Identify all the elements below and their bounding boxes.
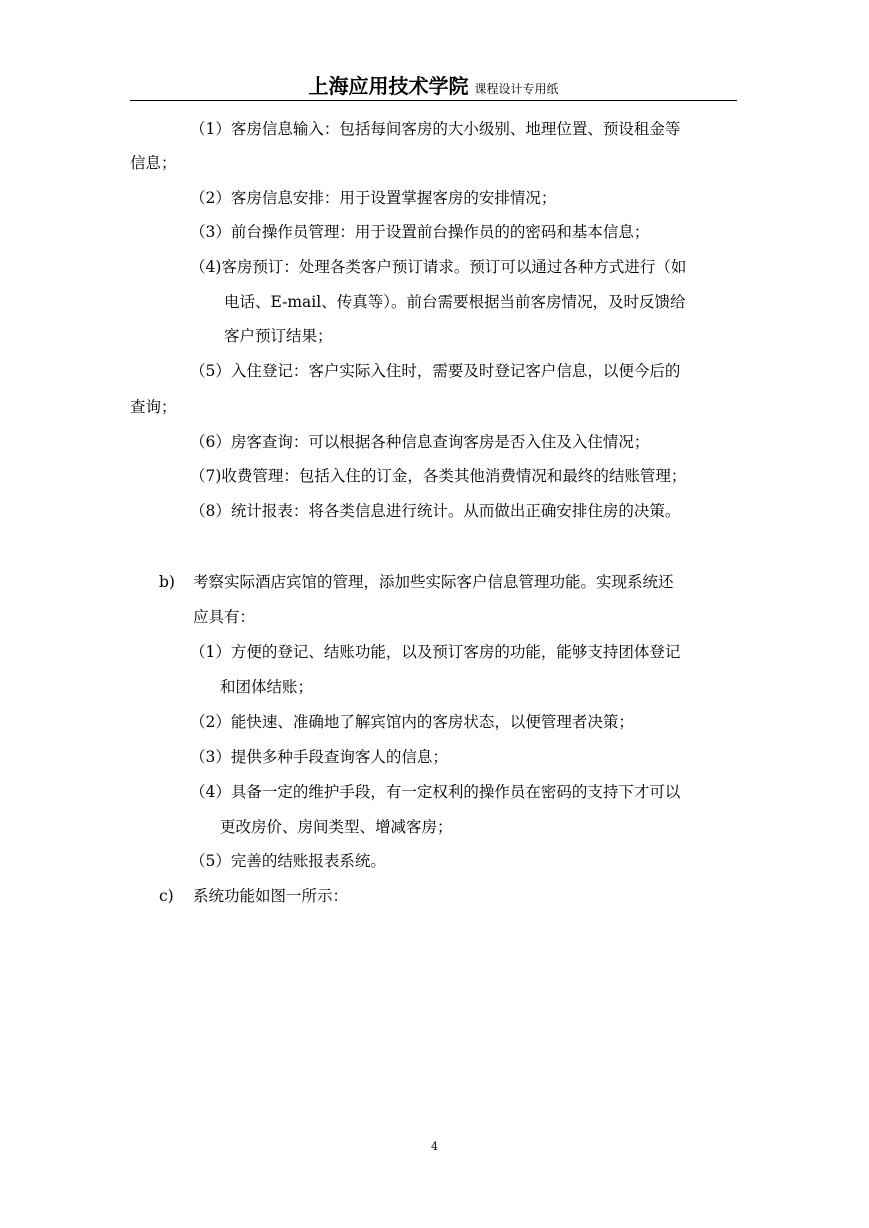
item-a4-line2: 电话、E-mail、传真等）。前台需要根据当前客房情况，及时反馈给 (224, 293, 686, 311)
item-b1-line2: 和团体结账； (220, 678, 314, 696)
item-a1-line1: （1）客房信息输入：包括每间客房的大小级别、地理位置、预设租金等 (190, 120, 681, 138)
school-name: 上海应用技术学院 (308, 74, 469, 98)
item-a2: （2）客房信息安排：用于设置掌握客房的安排情况； (190, 189, 557, 207)
section-b-marker: b) (159, 573, 175, 591)
page-number: 4 (431, 1140, 438, 1153)
section-c-marker: c) (159, 887, 174, 905)
item-b1-line1: （1）方便的登记、结账功能，以及预订客房的功能，能够支持团体登记 (190, 643, 681, 661)
item-b4-line2: 更改房价、房间类型、增减客房； (220, 818, 453, 836)
page-header (130, 70, 737, 99)
section-b-line2: 应具有： (193, 608, 256, 626)
header-subtitle: 课程设计专用纸 (474, 82, 559, 96)
item-a1-line2: 信息； (130, 154, 177, 172)
item-b2: （2）能快速、准确地了解宾馆内的客房状态，以便管理者决策； (190, 713, 634, 731)
item-a7: （7)收费管理：包括入住的订金，各类其他消费情况和最终的结账管理； (190, 467, 687, 485)
item-b5: （5）完善的结账报表系统。 (190, 852, 386, 870)
header-rule (130, 100, 737, 101)
section-b-line1: 考察实际酒店宾馆的管理，添加些实际客户信息管理功能。实现系统还 (193, 573, 674, 591)
item-b4-line1: （4）具备一定的维护手段，有一定权利的操作员在密码的支持下才可以 (190, 783, 681, 801)
item-a8: （8）统计报表：将各类信息进行统计。从而做出正确安排住房的决策。 (190, 502, 681, 520)
item-a5-line2: 查询； (130, 398, 177, 416)
item-a4-line1: （4)客房预订：处理各类客户预订请求。预订可以通过各种方式进行（如 (190, 258, 687, 276)
item-b3: （3）提供多种手段查询客人的信息； (190, 748, 448, 766)
item-a3: （3）前台操作员管理：用于设置前台操作员的的密码和基本信息； (190, 223, 650, 241)
item-a4-line3: 客户预订结果； (224, 327, 333, 345)
section-c-text: 系统功能如图一所示： (193, 887, 349, 905)
item-a6: （6）房客查询：可以根据各种信息查询客房是否入住及入住情况； (190, 433, 650, 451)
item-a5-line1: （5）入住登记：客户实际入住时，需要及时登记客户信息，以便今后的 (190, 362, 681, 380)
